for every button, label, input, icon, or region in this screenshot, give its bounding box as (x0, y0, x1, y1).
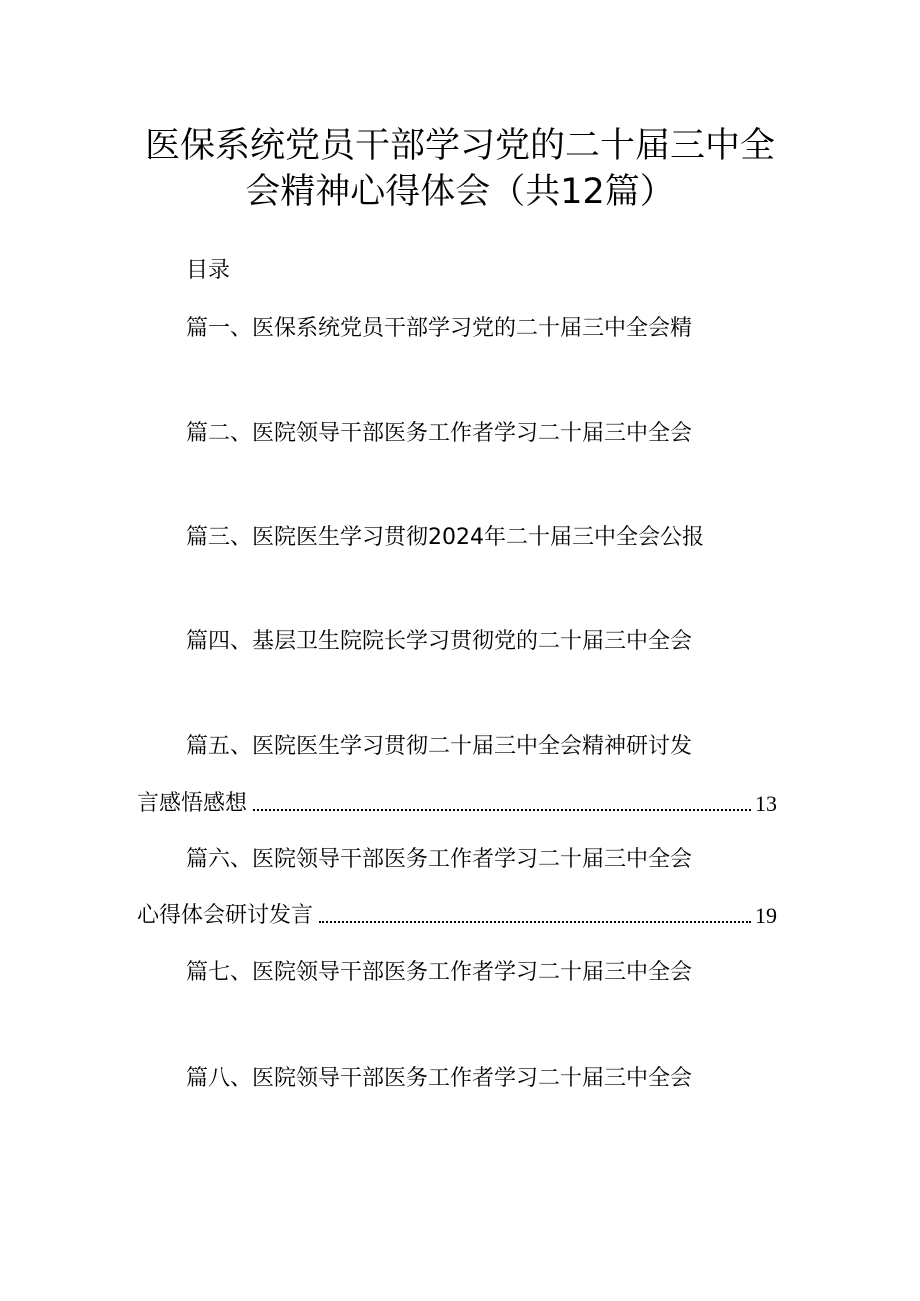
toc-dot-leader (319, 921, 751, 923)
toc-entry-6[interactable]: 篇六、医院领导干部医务工作者学习二十届三中全会 (186, 847, 693, 872)
toc-heading: 目录 (186, 258, 231, 283)
toc-entry-6-continuation-text: 心得体会研讨发言 (137, 903, 314, 928)
toc-entry-5-continuation[interactable] (137, 789, 777, 819)
toc-entry-7[interactable]: 篇七、医院领导干部医务工作者学习二十届三中全会 (186, 960, 693, 985)
toc-entry-1[interactable]: 篇一、医保系统党员干部学习党的二十届三中全会精 (186, 316, 693, 341)
toc-entry-4[interactable]: 篇四、基层卫生院院长学习贯彻党的二十届三中全会 (186, 629, 693, 654)
toc-page-number: 19 (755, 903, 777, 928)
toc-entry-5[interactable]: 篇五、医院医生学习贯彻二十届三中全会精神研讨发 (186, 734, 693, 759)
title-line-2: 会精神心得体会（共12篇） (245, 172, 675, 212)
toc-entry-5-continuation-text: 言感悟感想 (137, 791, 248, 816)
title-line-1: 医保系统党员干部学习党的二十届三中全 (144, 126, 775, 166)
toc-entry-8[interactable]: 篇八、医院领导干部医务工作者学习二十届三中全会 (186, 1066, 693, 1091)
toc-entry-3[interactable]: 篇三、医院医生学习贯彻2024年二十届三中全会公报 (186, 525, 704, 550)
toc-entry-2[interactable]: 篇二、医院领导干部医务工作者学习二十届三中全会 (186, 421, 693, 446)
toc-dot-leader (253, 809, 751, 811)
toc-page-number: 13 (755, 791, 777, 816)
toc-entry-6-continuation[interactable] (137, 901, 777, 931)
